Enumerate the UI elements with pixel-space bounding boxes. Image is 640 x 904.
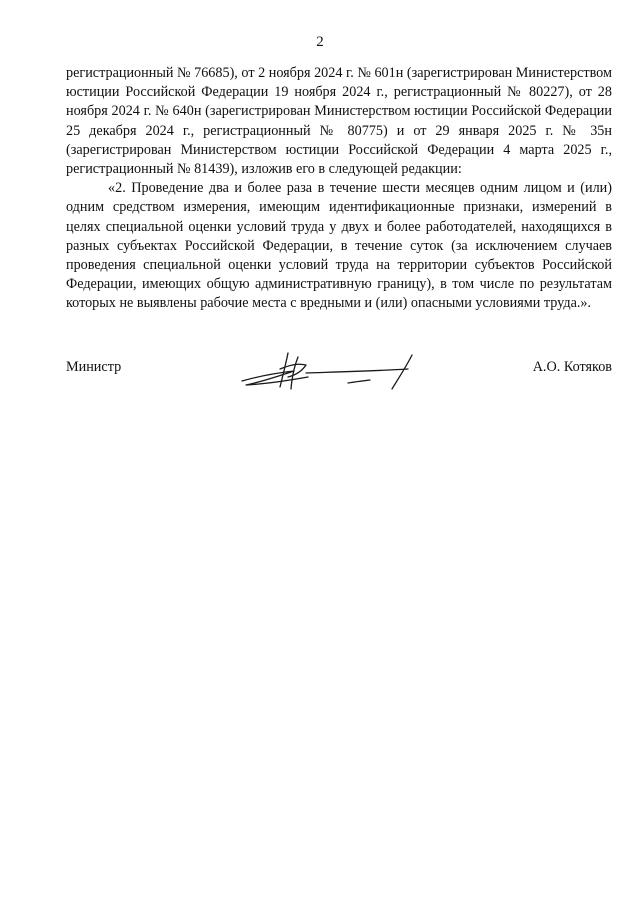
document-body <box>66 64 612 314</box>
signatory-name: А.О. Котяков <box>532 359 612 375</box>
signatory-title: Министр <box>66 359 122 375</box>
handwritten-signature <box>236 347 422 395</box>
page-number: 2 <box>316 34 324 50</box>
paragraph-continuation: регистрационный № 76685), от 2 ноября 2024 г. № 601н (зарегистрирован Министерством юстиции Российской Федерации 19 ноября 2024 г., регистрационный № 80227), от 28 ноября 2024 г. № 640н (зарегистрирован Министерством юстиции Российской Федерации 25 декабря 2024 г., регистрационный № 80775) и от 29 января 2025 г. № 35н (зарегистрирован Министерством юстиции Российской Федерации 4 марта 2025 г., регистрационный № 81439), изложив его в следующей редакции: <box>66 65 612 178</box>
paragraph-amendment: «2. Проведение два и более раза в течение шести месяцев одним лицом и (или) одним средством измерения, имеющим идентификационные признаки, измерений в целях специальной оценки условий труда у двух и более работодателей, находящихся в разных субъектах Российской Федерации, в течение суток (за исключением случаев проведения специальной оценки условий труда на территории субъектов Российской Федерации, имеющих общую административную границу), в том числе по результатам которых не выявлены рабочие места с вредными и (или) опасными условиями труда.». <box>66 180 612 312</box>
